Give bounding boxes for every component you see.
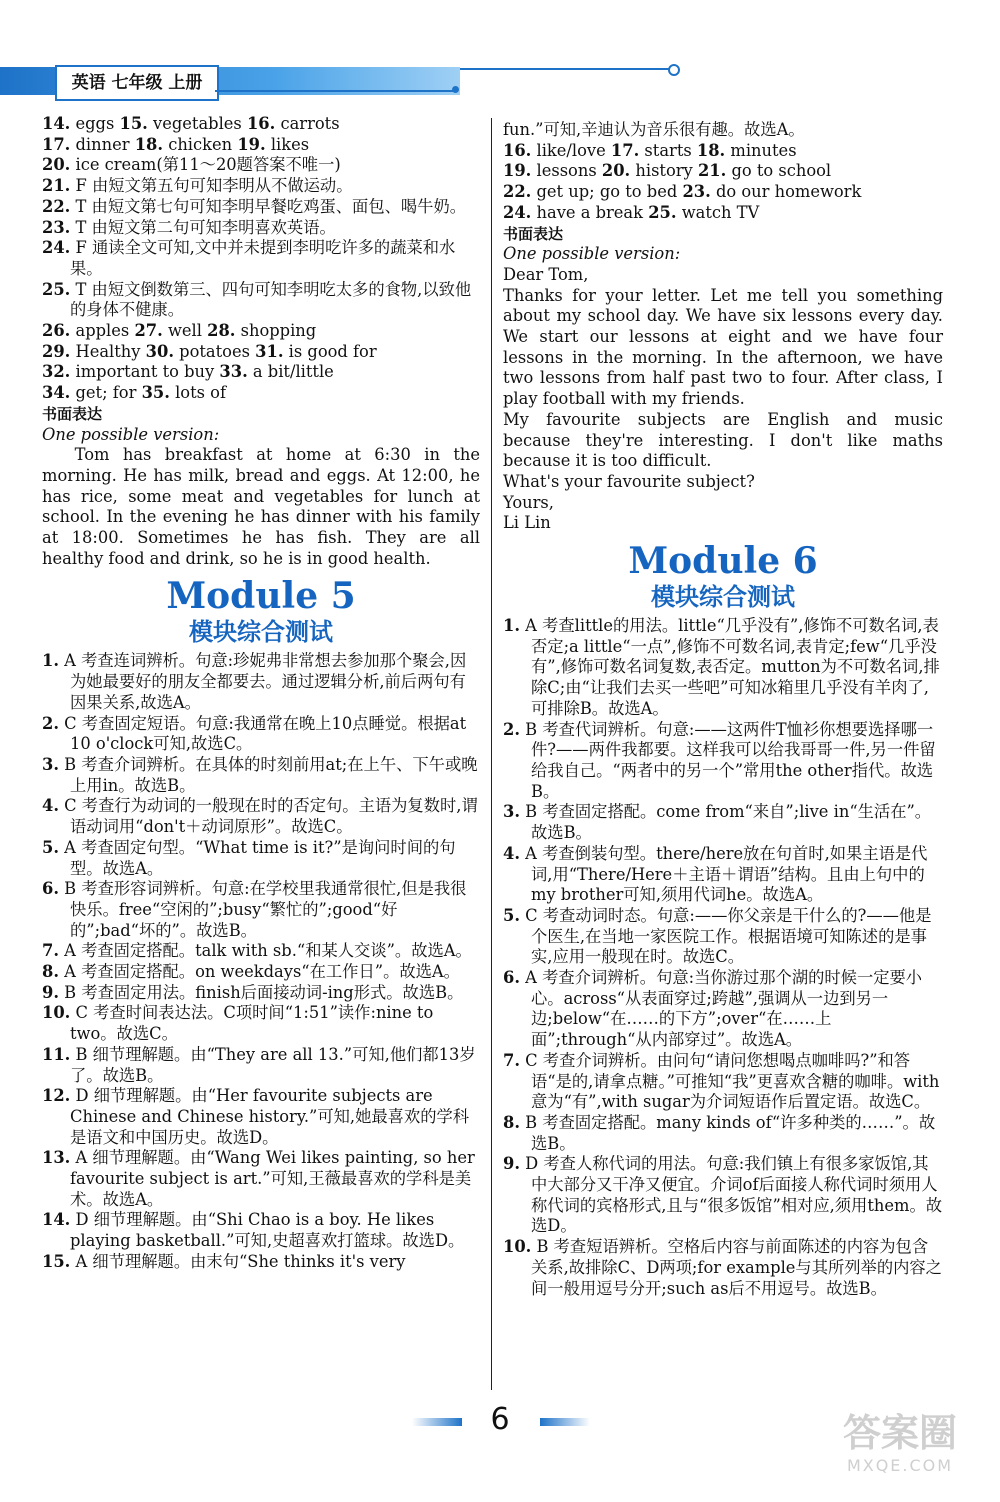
- letter-sample: [503, 265, 943, 534]
- answer-line: 34. get; for 35. lots of: [42, 383, 226, 403]
- answer-item: 13. A 细节理解题。由“Wang Wei likes painting, so her favourite subject is art.”可知,王薇最喜欢的学科是美术。故选A。: [42, 1148, 475, 1209]
- answer-item: 4. C 考查行为动词的一般现在时的否定句。主语为复数时,谓语动词用“don't＋动词原形”。故选C。: [42, 796, 478, 837]
- answer-item: 6. B 考查形容词辨析。句意:在学校里我通常很忙,但是我很快乐。free“空闲的”;busy“繁忙的”;good“好的”;bad“坏的”。故选B。: [42, 879, 467, 940]
- header-rule: [460, 68, 670, 70]
- answer-item: 1. A 考查little的用法。little“几乎没有”,修饰不可数名词,表否定;a little“一点”,修饰不可数名词,表肯定;few“几乎没有”,修饰可数名词复数,表否定。mutton为不可数名词,排除C;由“让我们去买一些吧”可知冰箱里几乎没有羊肉了,可排除B。故选A。: [503, 616, 940, 718]
- answer-item: 11. B 细节理解题。由“They are all 13.”可知,他们都13岁了。故选B。: [42, 1044, 476, 1085]
- answer-line: 17. dinner 18. chicken 19. likes: [42, 134, 310, 154]
- module5-answers: [42, 651, 480, 1272]
- answer-line: 20. ice cream(第11～20题答案不唯一): [42, 155, 341, 175]
- answer-item: 3. B 考查固定搭配。come from“来自”;live in“生活在”。故选B。: [503, 802, 932, 843]
- page-number: 6: [490, 1402, 510, 1437]
- right-column: [503, 120, 943, 1299]
- writing-version-label: One possible version:: [42, 424, 220, 444]
- module6-answers: [503, 616, 943, 1299]
- answer-item: 2. C 考查固定短语。句意:我通常在晚上10点睡觉。根据at 10 o'clock可知,故选C。: [42, 713, 467, 754]
- answer-item: 6. A 考查介词辨析。句意:当你游过那个湖的时候一定要小心。across“从表面穿过;跨越”,强调从一边到另一边;below“在……的下方”;over“在……上面”;through“从内部穿过”。故选A。: [503, 968, 923, 1050]
- answer-item: 4. A 考查倒装句型。there/here放在句首时,如果主语是代词,用“There/Here＋主语＋谓语”结构。且由上句中的my brother可知,须用代词he。故选A。: [503, 843, 928, 905]
- answer-item: 5. C 考查动词时态。句意:——你父亲是干什么的?——他是个医生,在当地一家医院工作。根据语境可知陈述的是事实,应用一般现在时。故选C。: [503, 905, 932, 967]
- answer-item: 15. A 细节理解题。由末句“She thinks it's very: [42, 1251, 406, 1271]
- letter-line: What's your favourite subject?: [503, 471, 755, 491]
- answer-line: 25. T 由短文倒数第三、四句可知李明吃太多的食物,以致他的身体不健康。: [42, 279, 472, 320]
- answer-line: 22. get up; go to bed 23. do our homework: [503, 182, 862, 202]
- column-divider: [491, 118, 492, 1390]
- answer-line: 14. eggs 15. vegetables 16. carrots: [42, 114, 340, 133]
- answers-14-35: [42, 114, 480, 404]
- answer-item: 7. C 考查介词辨析。由问句“请问您想喝点咖啡吗?”和答语“是的,请拿点糖。”可推知“我”更喜欢含糖的咖啡。with意为“有”,with sugar为介词短语作后置定语。故选C。: [503, 1050, 940, 1112]
- answer-item: 10. C 考查时间表达法。C项时间“1:51”读作:nine to two。故选C。: [42, 1003, 434, 1044]
- left-column: [42, 114, 480, 1273]
- answer-item: 14. D 细节理解题。由“Shi Chao is a boy. He likes playing basketball.”可知,史超喜欢打篮球。故选D。: [42, 1210, 465, 1251]
- answer-item: 2. B 考查代词辨析。句意:——这两件T恤衫你想要选择哪一件?——两件我都要。这样我可以给我哥哥一件,另一件留给我自己。“两者中的另一个”常用the other指代。故选B。: [503, 719, 936, 801]
- page-header: [0, 55, 1000, 103]
- answers-16-25: [503, 120, 943, 224]
- watermark-url: MXQE.COM: [846, 1456, 954, 1475]
- answer-item: 1. A 考查连词辨析。句意:珍妮弗非常想去参加那个聚会,因为她最要好的朋友全都要去。通过逻辑分析,前后两句有因果关系,故选A。: [42, 651, 467, 712]
- answer-line: 24. have a break 25. watch TV: [503, 202, 760, 222]
- answer-item: 9. B 考查固定用法。finish后面接动词-ing形式。故选B。: [42, 982, 464, 1002]
- answer-item: 12. D 细节理解题。由“Her favourite subjects are Chinese and Chinese history.”可知,她最喜欢的学科是语文和中国历史。故选D。: [42, 1086, 470, 1147]
- writing-heading: 书面表达: [42, 404, 103, 423]
- letter-line: Li Lin: [503, 513, 551, 533]
- watermark: [820, 1410, 980, 1490]
- letter-line: My favourite subjects are English and music because they're interesting. I don't like maths because it is too difficult.: [503, 409, 943, 471]
- answer-line: 22. T 由短文第七句可知李明早餐吃鸡蛋、面包、喝牛奶。: [42, 196, 467, 216]
- writing-sample: Tom has breakfast at home at 6:30 in the morning. He has milk, bread and eggs. At 12:00, he has rice, some meat and vegetables for lunch at school. In the evening he has dinner with his family at 18:00. Sometimes he has fish. They are all healthy food and drink, so he is in good health.: [42, 445, 480, 568]
- answer-item: 10. B 考查短语辨析。空格后内容与前面陈述的内容为包含关系,故排除C、D两项;for example与其所列举的内容之间一般用逗号分开;such as后不用逗号。故选B。: [503, 1237, 942, 1298]
- answer-line: 21. F 由短文第五句可知李明从不做运动。: [42, 176, 353, 196]
- answer-item: 5. A 考查固定句型。“What time is it?”是询问时间的句型。故选A。: [42, 837, 456, 878]
- answer-item: 7. A 考查固定搭配。talk with sb.“和某人交谈”。故选A。: [42, 941, 472, 961]
- module6-subtitle: 模块综合测试: [651, 583, 795, 612]
- answer-line: 23. T 由短文第二句可知李明喜欢英语。: [42, 217, 336, 237]
- answer-line: 24. F 通读全文可知,文中并未提到李明吃许多的蔬菜和水果。: [42, 238, 456, 278]
- answer-item: 9. D 考查人称代词的用法。句意:我们镇上有很多家饭馆,其中大部分又干净又便宜。介词of后面接人称代词时须用人称代词的宾格形式,且与“很多饭馆”相对应,须用them。故选D。: [503, 1154, 943, 1236]
- header-rule-lower: [215, 90, 455, 92]
- footer-deco-left: [412, 1418, 462, 1426]
- answer-line: 26. apples 27. well 28. shopping: [42, 321, 317, 341]
- watermark-logo: 答案圈: [842, 1411, 957, 1455]
- answer-item: 8. B 考查固定搭配。many kinds of“许多种类的……”。故选B。: [503, 1112, 936, 1153]
- module5-title: Module 5: [166, 575, 356, 618]
- answer-item: 3. B 考查介词辨析。在具体的时刻前用at;在上午、下午或晚上用in。故选B。: [42, 754, 478, 795]
- module5-subtitle: 模块综合测试: [189, 618, 333, 647]
- footer-deco-right: [540, 1418, 590, 1426]
- letter-line: Thanks for your letter. Let me tell you something about my school day. We have six lessons every day. We start our lessons at eight and we have four lessons in the morning. In the afternoon, we have two lessons from half past two to four. After class, I play football with my friends.: [503, 285, 943, 409]
- answer-item: 8. A 考查固定搭配。on weekdays“在工作日”。故选A。: [42, 962, 460, 982]
- answer-line: 32. important to buy 33. a bit/little: [42, 362, 334, 382]
- answer-line: fun.”可知,辛迪认为音乐很有趣。故选A。: [503, 120, 805, 139]
- header-dot-lower: [452, 86, 459, 93]
- writing-heading: 书面表达: [503, 224, 564, 243]
- header-dot: [668, 64, 680, 76]
- answer-line: 19. lessons 20. history 21. go to school: [503, 161, 832, 181]
- module6-title: Module 6: [628, 540, 818, 583]
- letter-line: Yours,: [503, 492, 554, 512]
- writing-version-label: One possible version:: [503, 244, 681, 264]
- book-title: 英语 七年级 上册: [55, 65, 219, 101]
- answer-line: 29. Healthy 30. potatoes 31. is good for: [42, 341, 377, 361]
- answer-line: 16. like/love 17. starts 18. minutes: [503, 140, 797, 160]
- letter-line: Dear Tom,: [503, 264, 589, 284]
